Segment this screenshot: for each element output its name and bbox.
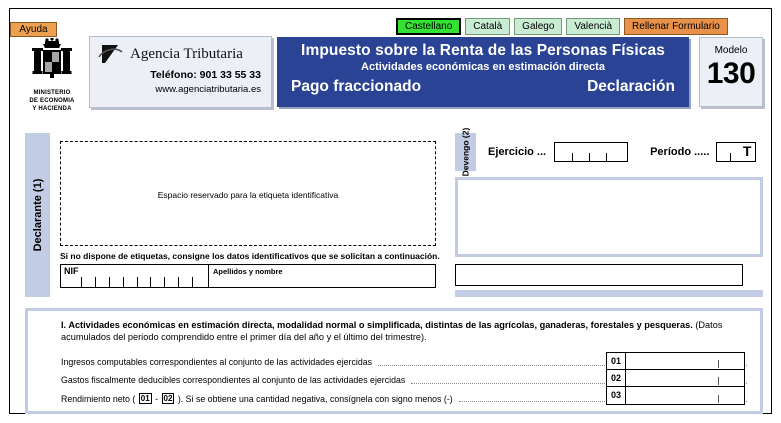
amount-box-02-input[interactable] — [626, 370, 744, 386]
agencia-website: www.agenciatributaria.es — [155, 84, 261, 95]
language-button-valencia[interactable]: Valencià — [566, 18, 620, 35]
form-title-banner — [277, 37, 689, 107]
ministry-line-1: MINISTERIO — [33, 90, 71, 96]
modelo-box — [699, 37, 763, 107]
label-reserved-area-text: Espacio reservado para la etiqueta identificativa — [157, 190, 339, 200]
empty-framed-box[interactable] — [455, 264, 743, 286]
devengo-tab-label: Devengo (2) — [460, 127, 470, 177]
title-line-1: Impuesto sobre la Renta de las Personas Físicas — [301, 42, 665, 59]
ministry-emblem — [16, 38, 88, 110]
form-row-02-label: Gastos fiscalmente deducibles correspondientes al conjunto de las actividades ejercidas — [61, 375, 406, 385]
devengo-content — [476, 133, 763, 171]
form-row-03-label — [61, 393, 453, 404]
declarante-panel — [25, 133, 446, 297]
ministry-line-3: Y HACIENDA — [32, 106, 72, 112]
amount-box-01-input[interactable] — [626, 353, 744, 369]
title-line-2: Actividades económicas en estimación directa — [361, 61, 605, 73]
section-i-panel — [25, 308, 763, 414]
ejercicio-label: Ejercicio ... — [488, 146, 547, 158]
amount-box-03-input[interactable] — [626, 387, 744, 404]
section-i-content — [28, 311, 760, 411]
form-row-03-label-part1: Rendimiento neto ( — [61, 393, 138, 404]
form-row-03-dash: - — [152, 393, 161, 404]
form-row-03-ref-02: 02 — [163, 393, 173, 403]
devengo-panel — [455, 127, 763, 177]
ministry-line-2: DE ECONOMIA — [29, 98, 75, 104]
declarante-tab-label: Declarante (1) — [31, 178, 44, 252]
agencia-tributaria-box — [89, 36, 272, 108]
nif-tick-marks — [81, 277, 206, 287]
agencia-phone: Teléfono: 901 33 55 33 — [150, 69, 261, 81]
modelo-number: 130 — [706, 57, 756, 90]
help-button[interactable]: Ayuda — [10, 22, 57, 37]
declarante-content — [50, 133, 446, 297]
language-button-galego[interactable]: Galego — [514, 18, 562, 35]
form-row-03-ref-01: 01 — [140, 393, 150, 403]
spain-coat-of-arms-icon — [26, 38, 78, 84]
nif-label: NIF — [64, 266, 79, 276]
agencia-tributaria-logo-icon — [98, 43, 124, 65]
language-button-catala[interactable]: Català — [465, 18, 510, 35]
section-i-heading — [61, 319, 751, 343]
amount-box-01-tag: 01 — [607, 353, 626, 369]
apellidos-label: Apellidos y nombre — [213, 267, 283, 276]
label-reserved-area[interactable] — [60, 141, 436, 246]
apellidos-field[interactable] — [209, 265, 435, 287]
section-i-heading-bold: I. Actividades económicas en estimación directa, modalidad normal o simplificada, distintas de las agrícolas, ganaderas, forestales y pesqueras. — [61, 320, 693, 330]
devengo-tab — [455, 127, 476, 177]
title-line-3 — [291, 78, 675, 96]
form-row-03-label-part2: ). Si se obtiene una cantidad negativa, consígnela con signo menos (-) — [175, 393, 453, 404]
modelo-label: Modelo — [714, 45, 748, 56]
title-pago-fraccionado: Pago fraccionado — [291, 78, 422, 95]
nif-field[interactable] — [61, 265, 209, 287]
nif-row — [60, 264, 436, 288]
amount-box-02-tag: 02 — [607, 370, 626, 386]
language-button-castellano[interactable]: Castellano — [396, 18, 461, 35]
ejercicio-input[interactable] — [554, 142, 628, 162]
periodo-input[interactable] — [716, 142, 756, 162]
periodo-label: Período ..... — [650, 146, 710, 158]
fill-form-button[interactable]: Rellenar Formulario — [624, 18, 728, 35]
language-button-row — [396, 18, 728, 35]
amount-box-03-tag: 03 — [607, 387, 626, 404]
periodo-suffix: T — [742, 143, 752, 159]
agencia-header — [90, 37, 271, 65]
declarante-tab — [25, 133, 50, 297]
amount-box-03 — [607, 387, 744, 404]
amount-boxes-column — [606, 352, 745, 405]
title-declaracion: Declaración — [587, 78, 675, 95]
section-i-heading-rest: (Datos acumulados del periodo comprendido entre el primer día del año y el último del trimestre). — [61, 320, 723, 342]
amount-box-01 — [607, 353, 744, 370]
blue-divider-strip — [455, 290, 763, 297]
devengo-blank-panel — [455, 177, 763, 257]
agencia-name: Agencia Tributaria — [130, 45, 243, 62]
devengo-blank-inner — [458, 180, 760, 254]
declarante-note: Si no dispone de etiquetas, consigne los datos identificativos que se solicitan a continuación. — [60, 251, 440, 261]
amount-box-02 — [607, 370, 744, 387]
form-row-01-label: Ingresos computables correspondientes al conjunto de las actividades ejercidas — [61, 357, 373, 367]
